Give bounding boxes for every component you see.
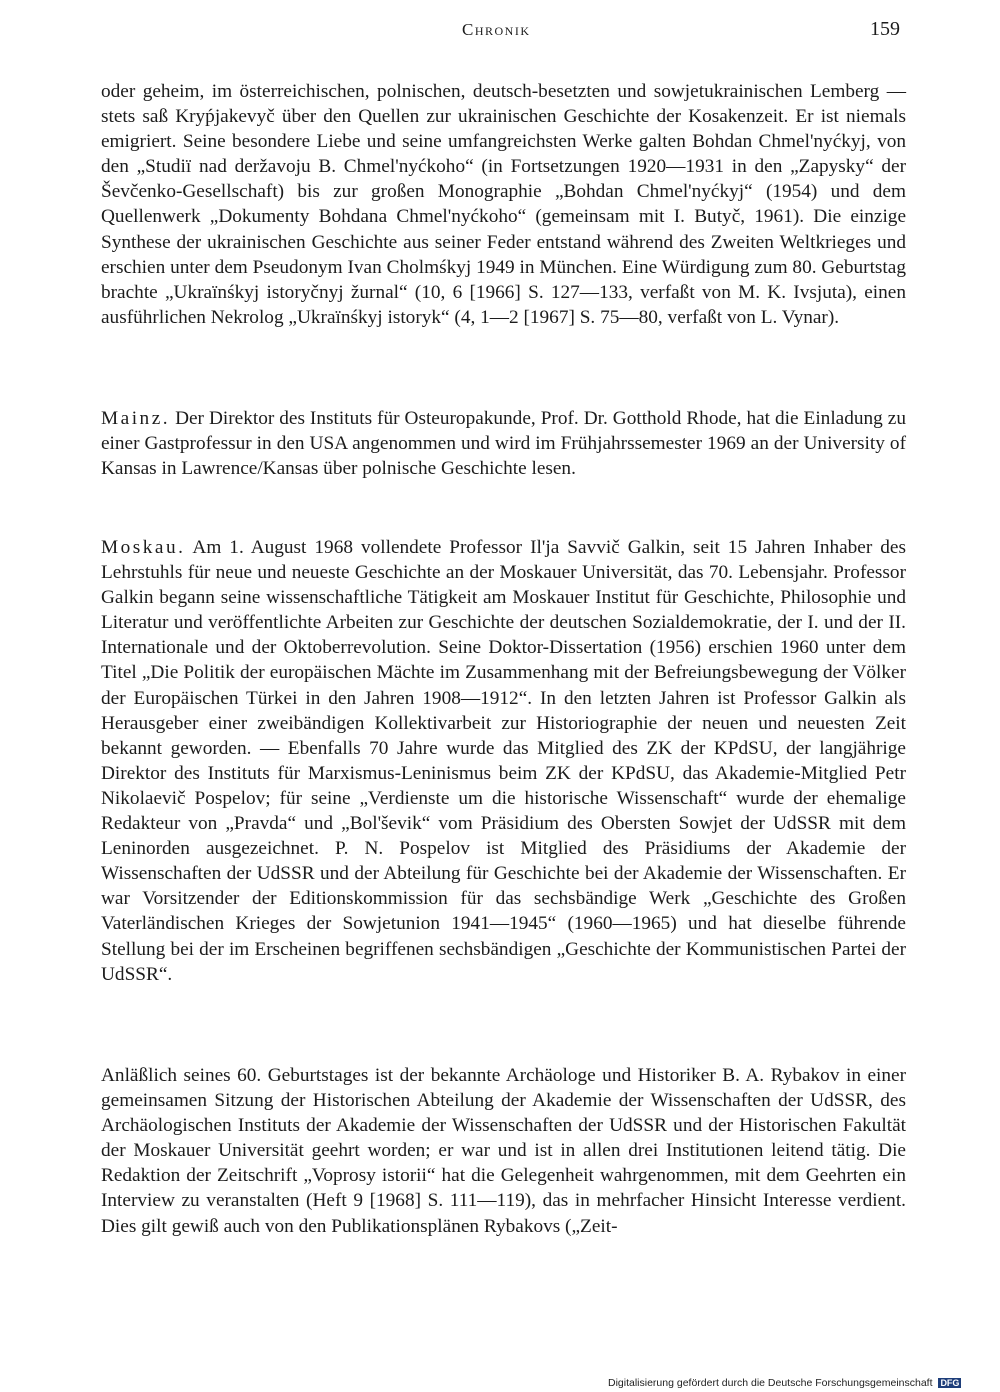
paragraph-lemberg: oder geheim, im österreichischen, polnischen, deutsch-besetzten und sowjetukrainischen Lemberg — stets saß Kryṕjakevyč über den Quellen zur ukrainischen Geschichte der Kosakenzeit. Er ist niemals emigriert. Seine besondere Liebe und seine umfangreichsten Werke galten Bohdan Chmel'nyćkyj, von den „Studiï nad deržavoju B. Chmel'nyćkoho“ (in Fortsetzungen 1920—1931 in den „Zapysky“ der Ševčenko-Gesellschaft) bis zur großen Monographie „Bohdan Chmel'nyćkyj“ (1954) und dem Quellenwerk „Dokumenty Bohdana Chmel'nyćkoho“ (gemeinsam mit I. Butyč, 1961). Die einzige Synthese der ukrainischen Geschichte aus seiner Feder entstand während des Zweiten Weltkrieges und erschien unter dem Pseudonym Ivan Cholmśkyj 1949 in München. Eine Würdigung zum 80. Geburtstag brachte „Ukraïnśkyj istoryčnyj žurnal“ (10, 6 [1966] S. 127—133, verfaßt von M. K. Ivsjuta), einen ausführlichen Nekrolog „Ukraïnśkyj istoryk“ (4, 1—2 [1967] S. 75—80, verfaßt von L. Vynar). [101,81,906,328]
place-moskau: Moskau. [101,537,186,558]
running-header: Chronik [462,20,531,39]
dfg-logo: DFG [940,1378,960,1388]
footer-funding-note [608,1377,961,1389]
text-mainz: Der Direktor des Instituts für Osteuropakunde, Prof. Dr. Gotthold Rhode, hat die Einladung zu einer Gastprofessur in den USA angenommen und wird im Frühjahrssemester 1969 an der University of Kansas in Lawrence/Kansas über polnische Geschichte lesen. [101,408,906,480]
footer-text: Digitalisierung gefördert durch die Deutsche Forschungsgemeinschaft [608,1377,933,1389]
paragraph-rybakov: Anläßlich seines 60. Geburtstages ist der bekannte Archäologe und Historiker B. A. Rybakov in einer gemeinsamen Sitzung der Historischen Abteilung der Akademie der Wissenschaften der UdSSR, des Archäologischen Instituts der Akademie der Wissenschaften der UdSSR und der Historischen Fakultät der Moskauer Universität geehrt worden; er war und ist in allen drei Institutionen leitend tätig. Die Redaktion der Zeitschrift „Voprosy istorii“ hat die Gelegenheit wahrgenommen, mit dem Geehrten ein Interview zu veranstalten (Heft 9 [1968] S. 111—119), das in mehrfacher Hinsicht Interesse verdient. Dies gilt gewiß auch von den Publikationsplänen Rybakovs („Zeit- [101,1065,906,1237]
text-moskau: Am 1. August 1968 vollendete Professor Il'ja Savvič Galkin, seit 15 Jahren Inhaber des Lehrstuhls für neue und neueste Geschichte an der Moskauer Universität, das 70. Lebensjahr. Professor Galkin begann seine wissenschaftliche Tätigkeit am Moskauer Institut für Geschichte, Philosophie und Literatur und veröffentlichte Arbeiten zur Geschichte der deutschen Sozialdemokratie, der I. und der II. Internationale und der Oktoberrevolution. Seine Doktor-Dissertation (1956) erschien 1960 unter dem Titel „Die Politik der europäischen Mächte im Zusammenhang mit der Befreiungsbewegung der Völker der Europäischen Türkei in den Jahren 1908—1912“. In den letzten Jahren ist Professor Galkin als Herausgeber einer zweibändigen Kollektivarbeit zur Historiographie der neuen und neuesten Zeit bekannt geworden. — Ebenfalls 70 Jahre wurde das Mitglied des ZK der KPdSU, der langjährige Direktor des Instituts für Marxismus-Leninismus beim ZK der KPdSU, das Akademie-Mitglied Petr Nikolaevič Pospelov; für seine „Verdienste um die historische Wissenschaft“ wurde der ehemalige Redakteur von „Pravda“ und „Bol'ševik“ vom Präsidium des Obersten Sowjet der UdSSR mit dem Leninorden ausgezeichnet. P. N. Pospelov ist Mitglied des Präsidiums der Akademie der Wissenschaften der UdSSR und der Abteilung für Geschichte bei der Akademie der Wissenschaften. Er war Vorsitzender der Editionskommission für das sechsbändige Werk „Geschichte des Großen Vaterländischen Krieges der Sowjetunion 1941—1945“ (1960—1965) und hat dieselbe führende Stellung bei der im Erscheinen begriffenen sechsbändigen „Geschichte der Kommunistischen Partei der UdSSR“. [101,537,906,985]
paragraph-moskau [101,535,906,987]
paragraph-mainz [101,406,906,481]
place-mainz: Mainz. [101,408,171,429]
page-number: 159 [870,18,900,40]
